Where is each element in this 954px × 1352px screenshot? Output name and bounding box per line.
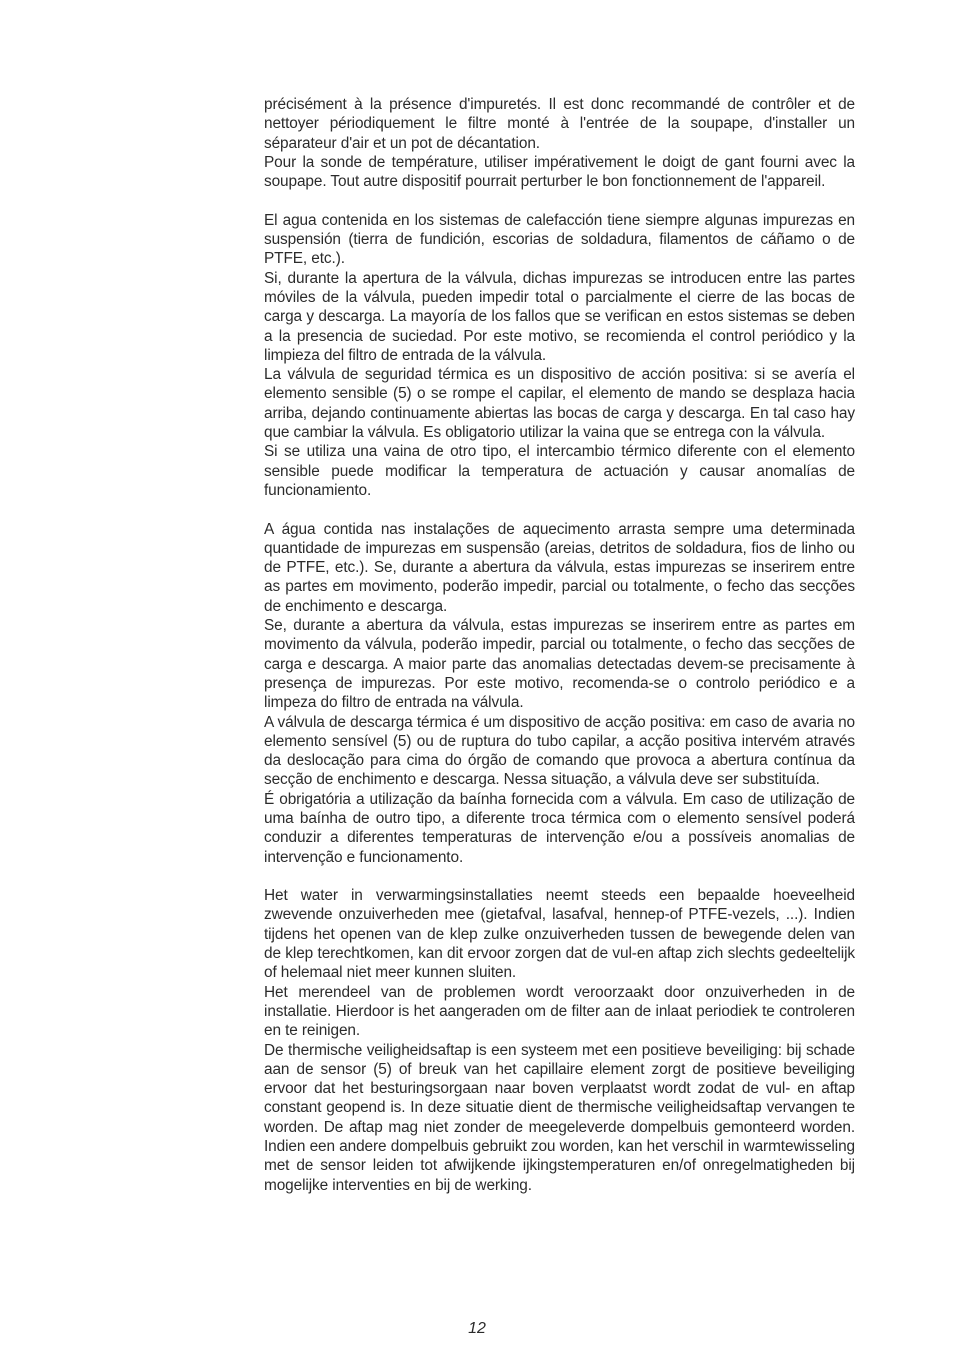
paragraph: Si se utiliza una vaina de otro tipo, el intercambio térmico diferente con el elemento sensible puede modificar la temperatura de actuación y causar anomalías de funcionamiento. [264,443,855,499]
page-number: 12 [468,1320,486,1337]
paragraph: Se, durante a abertura da válvula, estas impurezas se inserirem entre as partes em movimento da válvula, poderão impedir, parcial ou totalmente, o fecho das secções de carga e descarga. A maior parte das anomalias detectadas devem-se precisamente à presença de impurezas. Por este motivo, recomenda-se o controlo periódico e a limpeza do filtro de entrada na válvula. [264,617,855,712]
paragraph: précisément à la présence d'impuretés. Il est donc recommandé de contrôler et de nettoyer périodiquement le filtre monté à l'entrée de la soupape, d'installer un séparateur d'air et un pot de décantation. [264,96,855,152]
paragraph: Pour la sonde de température, utiliser impérativement le doigt de gant fourni avec la soupape. Tout autre dispositif pourrait perturber le bon fonctionnement de l'appareil. [264,153,855,191]
section-spanish [264,211,855,500]
paragraph: El agua contenida en los sistemas de calefacción tiene siempre algunas impurezas en suspensión (tierra de fundición, escorias de soldadura, filamentos de cáñamo o de PTFE, etc.). [264,211,855,268]
paragraph: Het water in verwarmingsinstallaties neemt steeds een bepaalde hoeveelheid zwevende onzuiverheden mee (gietafval, lasafval, hennep-of PTFE-vezels, ...). Indien tijdens het openen van de klep zulke onzuiverheden tussen de bewegende delen van de klep terechtkomen, kan dit ervoor zorgen dat de vul-en aftap zich slechts gedeeltelijk of helemaal niet meer kunnen sluiten. [264,887,855,982]
section-french [264,95,855,191]
paragraph: Het merendeel van de problemen wordt veroorzaakt door onzuiverheden in de installatie. Hierdoor is het aangeraden om de filter aan de inlaat periodiek te controleren en te reinigen. [264,983,855,1040]
paragraph: Si, durante la apertura de la válvula, dichas impurezas se introducen entre las partes móviles de la válvula, pueden impedir total o parcialmente el cierre de las bocas de carga y descarga. La mayoría de los fallos que se verifican en estos sistemas se deben a la presencia de suciedad. Por este motivo, se recomienda el control periódico y la limpieza del filtro de entrada de la válvula. [264,269,855,364]
document-body [264,95,855,1214]
section-portuguese [264,520,855,867]
paragraph: É obrigatória a utilização da baínha fornecida com a válvula. Em caso de utilização de uma baínha de outro tipo, a diferente troca térmica com o elemento sensível poderá conduzir a diferentes temperaturas de intervenção e/ou a possíveis anomalias de intervenção e funcionamento. [264,790,855,866]
paragraph: A água contida nas instalações de aquecimento arrasta sempre uma determinada quantidade de impurezas em suspensão (areias, detritos de soldadura, fios de linho ou de PTFE, etc.). Se, durante a abertura da válvula, estas impurezas se inserirem entre as partes em movimento, poderão impedir, parcial ou totalmente, o fecho das secções de enchimento e descarga. [264,520,855,615]
paragraph: La válvula de seguridad térmica es un dispositivo de acción positiva: si se avería el elemento sensible (5) o se rompe el capilar, el elemento de mando se desplaza hacia arriba, dejando continuamente abiertas las bocas de carga y descarga. En tal caso hay que cambiar la válvula. Es obligatorio utilizar la vaina que se entrega con la válvula. [264,366,855,442]
section-dutch [264,886,855,1195]
paragraph: A válvula de descarga térmica é um dispositivo de acção positiva: em caso de avaria no elemento sensível (5) ou de ruptura do tubo capilar, a acção positiva intervém através da deslocação para cima do órgão de comando que provoca a abertura contínua da secção de enchimento e descarga. Nessa situação, a válvula deve ser substituída. [264,713,855,789]
paragraph: De thermische veiligheidsaftap is een systeem met een positieve beveiliging: bij schade aan de sensor (5) of breuk van het capillaire element zorgt de positieve beveiliging ervoor dat het besturingsorgaan naar boven verplaatst wordt zodat de vul- en aftap constant geopend is. In deze situatie dient de thermische veiligheidsaftap vervangen te worden. De aftap mag niet zonder de meegeleverde dompelbuis gemonteerd worden. Indien een andere dompelbuis gebruikt zou worden, kan het verschil in warmtewisseling met de sensor leiden tot afwijkende ijkingstemperaturen en/of onregelmatigheden bij mogelijke interventies en bij de werking. [264,1041,855,1194]
